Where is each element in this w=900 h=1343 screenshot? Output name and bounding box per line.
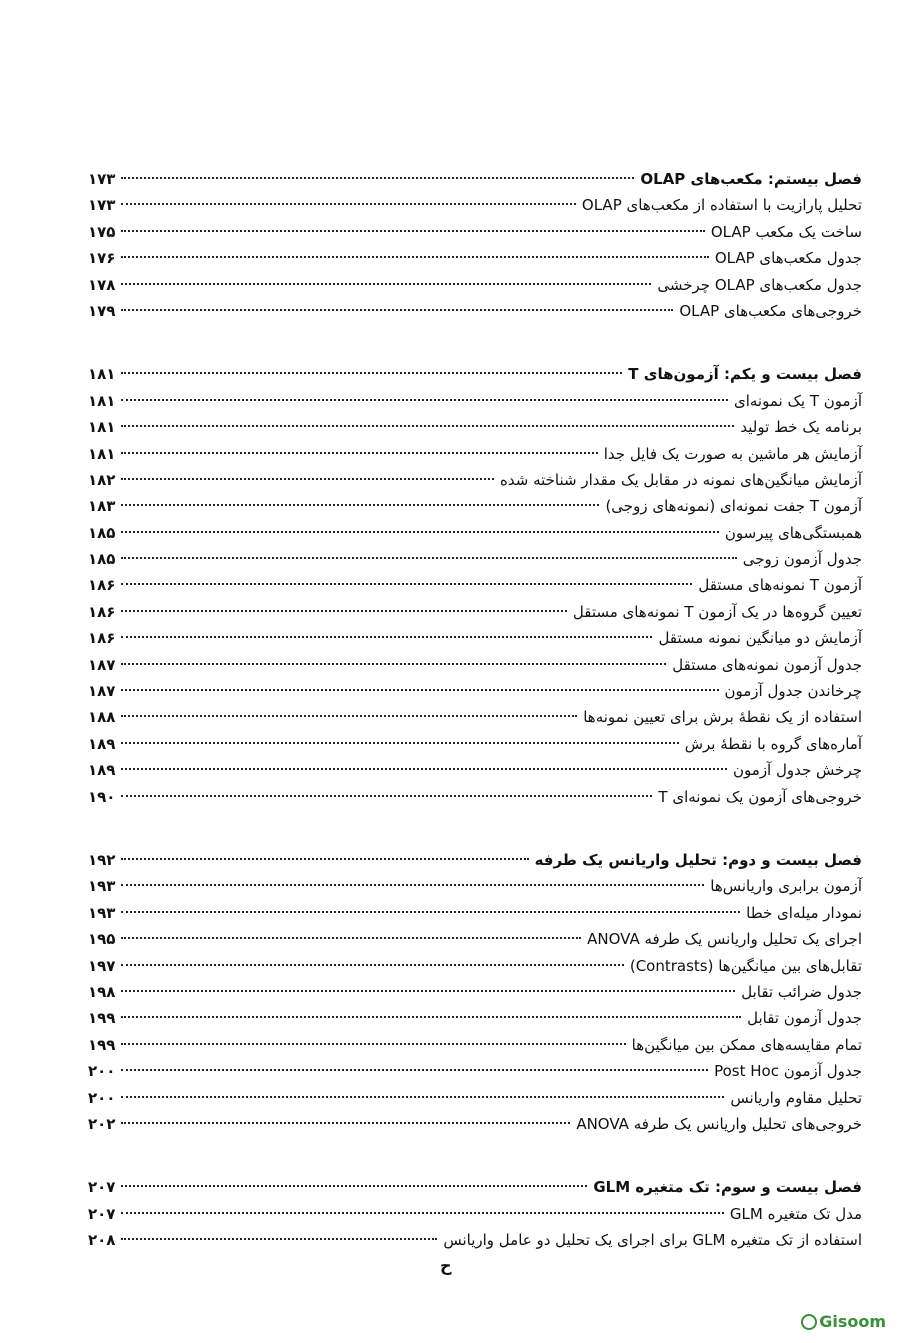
page-ref: ۱۸۲ bbox=[88, 470, 116, 489]
toc-entry bbox=[88, 900, 862, 926]
toc-section bbox=[88, 166, 862, 324]
entry-title: آماره‌های گروه با نقطهٔ برش bbox=[684, 734, 862, 753]
page-ref: ۲۰۷ bbox=[88, 1178, 116, 1197]
chapter-title: فصل بیستم: مکعب‌های OLAP bbox=[640, 170, 862, 188]
toc-entry bbox=[88, 1005, 862, 1031]
toc-entry bbox=[88, 192, 862, 218]
page-ref: ۱۸۷ bbox=[88, 655, 116, 674]
page-ref: ۱۸۹ bbox=[88, 761, 116, 780]
chapter-heading bbox=[88, 361, 862, 387]
dot-leader bbox=[121, 504, 599, 506]
toc-section bbox=[88, 361, 862, 810]
page-ref: ۱۷۹ bbox=[88, 301, 116, 320]
dot-leader bbox=[121, 610, 566, 612]
dot-leader bbox=[121, 531, 718, 533]
toc-entry bbox=[88, 1085, 862, 1111]
entry-title: آزمایش دو میانگین نمونه مستقل bbox=[658, 629, 862, 648]
logo bbox=[801, 1312, 886, 1331]
page-ref: ۱۸۶ bbox=[88, 629, 116, 648]
toc-entry bbox=[88, 298, 862, 324]
chapter-title: فصل بیست و سوم: تک متغیره GLM bbox=[593, 1178, 862, 1197]
toc-entry bbox=[88, 873, 862, 899]
logo-icon bbox=[801, 1314, 817, 1330]
page-ref: ۲۰۸ bbox=[88, 1231, 116, 1250]
entry-title: تعیین گروه‌ها در یک آزمون T نمونه‌های مستقل bbox=[572, 602, 862, 621]
dot-leader bbox=[121, 1122, 570, 1124]
dot-leader bbox=[121, 768, 727, 770]
page-ref: ۱۸۷ bbox=[88, 682, 116, 701]
toc-entry bbox=[88, 784, 862, 810]
entry-title: تقابل‌های بین میانگین‌ها (Contrasts) bbox=[629, 956, 862, 975]
dot-leader bbox=[121, 1185, 587, 1187]
entry-title: جدول آزمون Post Hoc bbox=[714, 1062, 862, 1081]
page-ref: ۱۸۶ bbox=[88, 602, 116, 621]
entry-title: خروجی‌های مکعب‌های OLAP bbox=[679, 301, 862, 320]
toc-entry bbox=[88, 652, 862, 678]
dot-leader bbox=[121, 1238, 437, 1240]
toc-entry bbox=[88, 599, 862, 625]
dot-leader bbox=[121, 452, 597, 454]
dot-leader bbox=[121, 1212, 723, 1214]
entry-title: آزمون T جفت نمونه‌ای (نمونه‌های زوجی) bbox=[605, 497, 862, 516]
dot-leader bbox=[121, 583, 692, 585]
toc-section bbox=[88, 1174, 862, 1253]
page-ref: ۱۹۳ bbox=[88, 877, 116, 896]
page-ref: ۱۷۵ bbox=[88, 222, 116, 241]
entry-title: آزمایش هر ماشین به صورت یک فایل جدا bbox=[603, 444, 862, 463]
entry-title: آزمون T یک نمونه‌ای bbox=[733, 391, 862, 410]
entry-title: خروجی‌های تحلیل واریانس یک طرفه ANOVA bbox=[576, 1114, 862, 1133]
dot-leader bbox=[121, 795, 652, 797]
page-ref: ۱۹۲ bbox=[88, 850, 116, 869]
page-ref: ۱۸۱ bbox=[88, 418, 116, 437]
toc-entry bbox=[88, 388, 862, 414]
dot-leader bbox=[121, 399, 728, 401]
dot-leader bbox=[121, 1069, 708, 1071]
dot-leader bbox=[121, 937, 581, 939]
toc-entry bbox=[88, 467, 862, 493]
dot-leader bbox=[121, 689, 718, 691]
entry-title: چرخاندن جدول آزمون bbox=[724, 682, 862, 701]
dot-leader bbox=[121, 256, 708, 258]
toc-entry bbox=[88, 1058, 862, 1084]
dot-leader bbox=[121, 478, 494, 480]
dot-leader bbox=[121, 663, 666, 665]
entry-title: خروجی‌های آزمون یک نمونه‌ای T bbox=[658, 787, 862, 806]
page-ref: ۱۸۶ bbox=[88, 576, 116, 595]
page-ref: ۱۸۱ bbox=[88, 444, 116, 463]
page-ref: ۲۰۰ bbox=[88, 1088, 116, 1107]
dot-leader bbox=[121, 964, 623, 966]
dot-leader bbox=[121, 911, 740, 913]
toc-entry bbox=[88, 757, 862, 783]
dot-leader bbox=[121, 309, 673, 311]
toc-entry bbox=[88, 546, 862, 572]
chapter-heading bbox=[88, 847, 862, 873]
page-ref: ۱۹۵ bbox=[88, 930, 116, 949]
toc-entry bbox=[88, 219, 862, 245]
dot-leader bbox=[121, 203, 575, 205]
dot-leader bbox=[121, 177, 634, 179]
dot-leader bbox=[121, 230, 704, 232]
toc-entry bbox=[88, 1201, 862, 1227]
toc-entry bbox=[88, 272, 862, 298]
entry-title: آزمون برابری واریانس‌ها bbox=[710, 877, 862, 896]
page-ref: ۱۸۸ bbox=[88, 708, 116, 727]
page-ref: ۱۷۳ bbox=[88, 170, 116, 188]
dot-leader bbox=[121, 557, 736, 559]
toc-entry bbox=[88, 493, 862, 519]
toc-entry bbox=[88, 625, 862, 651]
dot-leader bbox=[121, 1043, 625, 1045]
dot-leader bbox=[121, 1016, 741, 1018]
page-ref: ۲۰۲ bbox=[88, 1114, 116, 1133]
dot-leader bbox=[121, 425, 734, 427]
entry-title: برنامه یک خط تولید bbox=[740, 418, 862, 437]
entry-title: جدول ضرائب تقابل bbox=[741, 982, 862, 1001]
dot-leader bbox=[121, 283, 651, 285]
chapter-title: فصل بیست و دوم: تحلیل واریانس یک طرفه bbox=[534, 850, 862, 869]
entry-title: جدول مکعب‌های OLAP چرخشی bbox=[657, 275, 862, 294]
chapter-title: فصل بیست و یکم: آزمون‌های T bbox=[628, 365, 862, 384]
entry-title: آزمون T نمونه‌های مستقل bbox=[698, 576, 862, 595]
toc-entry bbox=[88, 926, 862, 952]
dot-leader bbox=[121, 884, 704, 886]
entry-title: جدول آزمون زوجی bbox=[742, 550, 862, 569]
toc-entry bbox=[88, 572, 862, 598]
toc-entry bbox=[88, 979, 862, 1005]
dot-leader bbox=[121, 372, 622, 374]
entry-title: تحلیل پارازیت با استفاده از مکعب‌های OLAP bbox=[581, 196, 862, 215]
toc-section bbox=[88, 847, 862, 1137]
page-ref: ۱۸۳ bbox=[88, 497, 116, 516]
entry-title: جدول مکعب‌های OLAP bbox=[714, 249, 862, 268]
page-ref: ۱۷۸ bbox=[88, 275, 116, 294]
entry-title: جدول آزمون تقابل bbox=[747, 1009, 862, 1028]
dot-leader bbox=[121, 858, 528, 860]
page-ref: ۱۹۹ bbox=[88, 1009, 116, 1028]
dot-leader bbox=[121, 742, 678, 744]
toc-entry bbox=[88, 704, 862, 730]
page-ref: ۱۷۶ bbox=[88, 249, 116, 268]
page-ref: ۱۹۹ bbox=[88, 1035, 116, 1054]
logo-text: Gisoom bbox=[819, 1312, 886, 1331]
entry-title: تحلیل مقاوم واریانس bbox=[730, 1088, 862, 1107]
entry-title: آزمایش میانگین‌های نمونه در مقابل یک مقدار شناخته شده bbox=[500, 470, 862, 489]
entry-title: تمام مقایسه‌های ممکن بین میانگین‌ها bbox=[631, 1035, 862, 1054]
page-ref: ۱۹۳ bbox=[88, 903, 116, 922]
entry-title: همبستگی‌های پیرسون bbox=[724, 523, 862, 542]
page-ref: ۱۸۱ bbox=[88, 391, 116, 410]
toc-entry bbox=[88, 678, 862, 704]
page-ref: ۱۸۵ bbox=[88, 523, 116, 542]
toc-entry bbox=[88, 520, 862, 546]
page-ref: ۱۹۰ bbox=[88, 787, 116, 806]
toc-entry bbox=[88, 245, 862, 271]
page-ref: ۲۰۰ bbox=[88, 1062, 116, 1081]
page-ref: ۱۹۷ bbox=[88, 956, 116, 975]
page-ref: ۱۸۹ bbox=[88, 734, 116, 753]
dot-leader bbox=[121, 990, 735, 992]
entry-title: استفاده از تک متغیره GLM برای اجرای یک تحلیل دو عامل واریانس bbox=[443, 1231, 862, 1250]
page-ref: ۲۰۷ bbox=[88, 1204, 116, 1223]
entry-title: نمودار میله‌ای خطا bbox=[746, 903, 862, 922]
chapter-heading bbox=[88, 1174, 862, 1200]
table-of-contents bbox=[88, 166, 862, 1290]
toc-entry bbox=[88, 953, 862, 979]
entry-title: استفاده از یک نقطهٔ برش برای تعیین نمونه‌ها bbox=[583, 708, 862, 727]
toc-entry bbox=[88, 1227, 862, 1253]
dot-leader bbox=[121, 715, 577, 717]
entry-title: اجرای یک تحلیل واریانس یک طرفه ANOVA bbox=[587, 930, 862, 949]
toc-entry bbox=[88, 1111, 862, 1137]
dot-leader bbox=[121, 1096, 724, 1098]
chapter-heading bbox=[88, 166, 862, 192]
page-ref: ۱۸۵ bbox=[88, 550, 116, 569]
page-ref: ۱۸۱ bbox=[88, 365, 116, 384]
toc-entry bbox=[88, 441, 862, 467]
dot-leader bbox=[121, 636, 652, 638]
entry-title: چرخش جدول آزمون bbox=[733, 761, 862, 780]
page-number: ح bbox=[440, 1256, 452, 1275]
page-ref: ۱۷۳ bbox=[88, 196, 116, 215]
entry-title: جدول آزمون نمونه‌های مستقل bbox=[672, 655, 862, 674]
toc-entry bbox=[88, 731, 862, 757]
toc-entry bbox=[88, 414, 862, 440]
toc-entry bbox=[88, 1032, 862, 1058]
entry-title: مدل تک متغیره GLM bbox=[729, 1204, 862, 1223]
entry-title: ساخت یک مکعب OLAP bbox=[710, 222, 862, 241]
page-ref: ۱۹۸ bbox=[88, 982, 116, 1001]
